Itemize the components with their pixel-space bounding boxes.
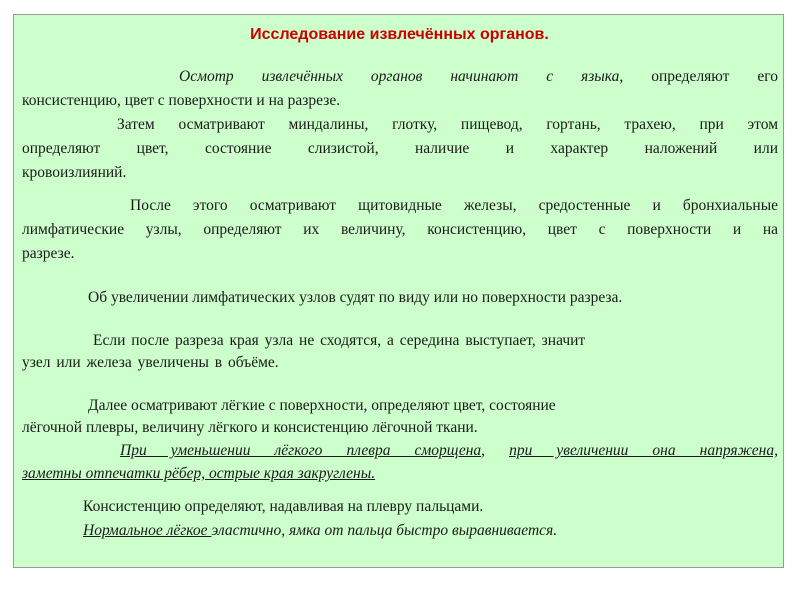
para3-line1: После этого осматривают щитовидные железы, средостенные и бронхиальные bbox=[130, 197, 778, 214]
para7-part1: При уменьшении лёгкого плевра сморщена bbox=[120, 442, 482, 459]
para9-underlined: Нормальное лёгкое bbox=[83, 522, 212, 539]
page-title: Исследование извлечённых органов. bbox=[250, 26, 549, 43]
para7-part2: при увеличении она напряжена, bbox=[509, 442, 778, 459]
para9-rest: эластично, ямка от пальца быстро выравнивается. bbox=[211, 522, 558, 539]
para4-line1: Об увеличении лимфатических узлов судят по виду или но поверхности разреза. bbox=[88, 289, 623, 306]
para5-line2: узел или железа увеличены в объёме. bbox=[22, 354, 279, 371]
content-panel bbox=[13, 14, 784, 568]
para6-line1: Далее осматривают лёгкие с поверхности, определяют цвет, состояние bbox=[88, 397, 556, 414]
para5-line1: Если после разреза края узла не сходятся, а середина выступает, значит bbox=[93, 332, 586, 349]
para1-lead-italic: Осмотр извлечённых органов начинают с языка bbox=[179, 68, 620, 85]
para1-line1 bbox=[22, 64, 778, 89]
para3-line2: лимфатические узлы, определяют их величину, консистенцию, цвет с поверхности и на bbox=[22, 221, 778, 238]
para1-line1-rest: , определяют его bbox=[619, 68, 778, 85]
para7-separator: , bbox=[481, 442, 510, 459]
para2-line2: определяют цвет, состояние слизистой, наличие и характер наложений или bbox=[22, 140, 778, 157]
para1-line2: консистенцию, цвет с поверхности и на разрезе. bbox=[22, 92, 341, 109]
para9-line1 bbox=[83, 518, 783, 543]
para3-line3: разрезе. bbox=[22, 245, 75, 262]
para8-line1: Консистенцию определяют, надавливая на плевру пальцами. bbox=[83, 498, 484, 515]
para7-line2-text: заметны отпечатки рёбер, острые края закруглены. bbox=[22, 465, 376, 482]
para7-line2 bbox=[22, 461, 778, 486]
para2-line1: Затем осматривают миндалины, глотку, пищевод, гортань, трахею, при этом bbox=[117, 116, 778, 133]
para2-line3: кровоизлияний. bbox=[22, 164, 127, 181]
para6-line2: лёгочной плевры, величину лёгкого и консистенцию лёгочной ткани. bbox=[22, 419, 478, 436]
para7-line1 bbox=[22, 438, 778, 463]
